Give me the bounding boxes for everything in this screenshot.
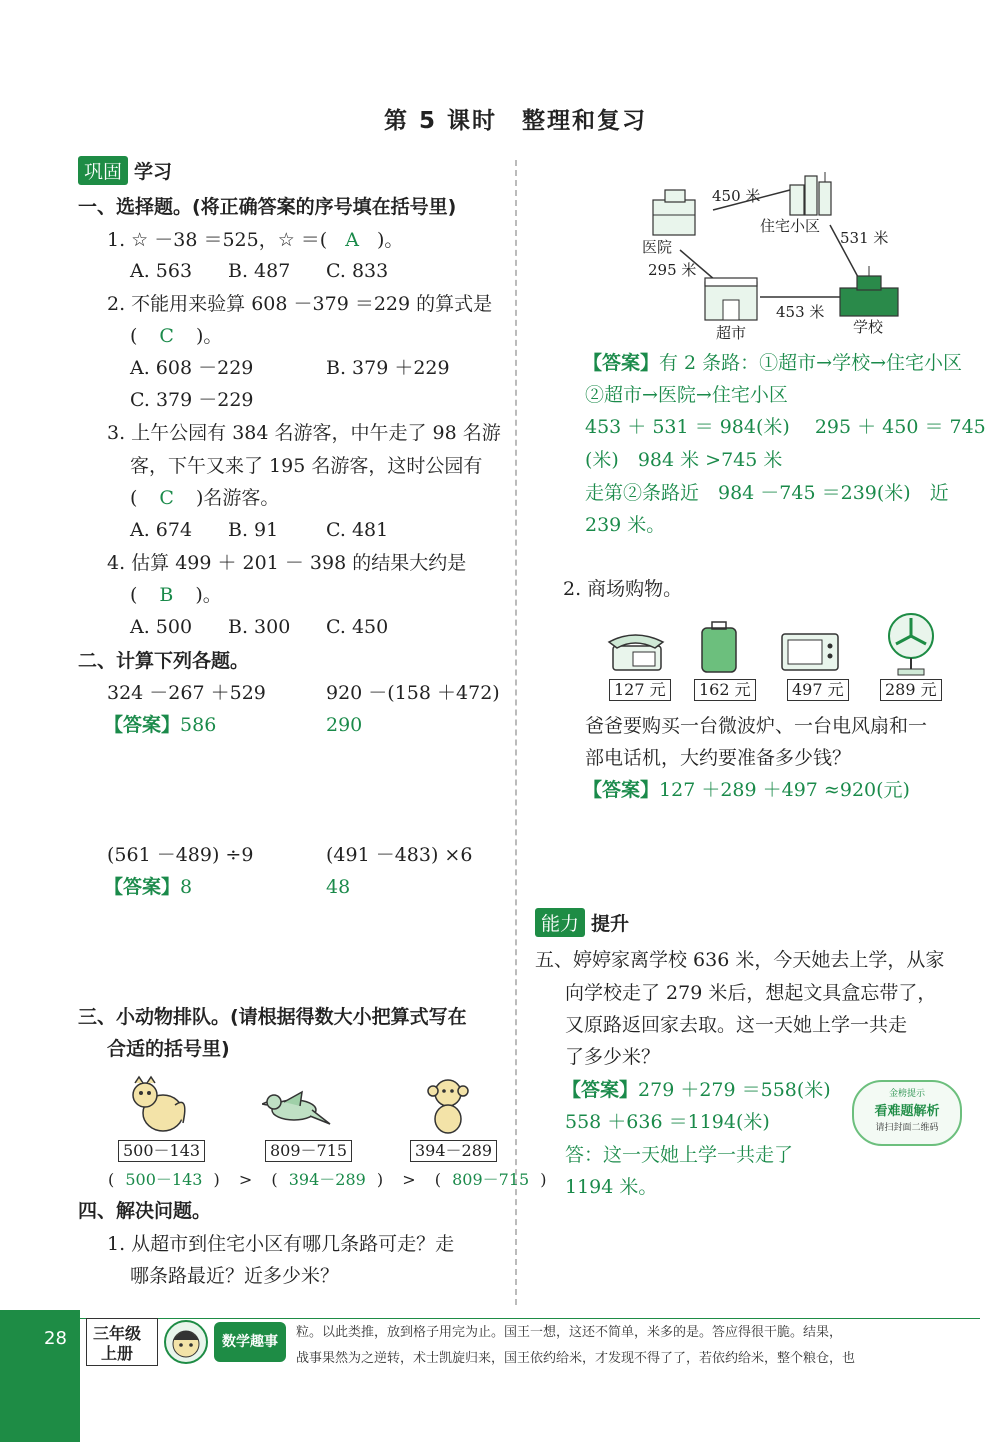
- a5-line3: 答：这一天她上学一共走了: [565, 1144, 794, 1166]
- grade-box: [86, 1318, 158, 1366]
- q2-c: (561 －489) ÷9: [107, 844, 254, 866]
- q1-4-answer: B: [159, 584, 174, 606]
- q3-order-2: 394－289: [288, 1170, 366, 1189]
- q1-1-opt-c: C. 833: [326, 260, 389, 282]
- q4-1-line1: 1. 从超市到住宅小区有哪几条路可走？走: [107, 1233, 455, 1255]
- footer-green-band: [0, 1310, 80, 1442]
- section-badge: 巩固: [78, 156, 128, 185]
- stamp-main: 看难题解析: [874, 1104, 940, 1119]
- a1-line2: ②超市→医院→住宅小区: [585, 384, 788, 406]
- price-fan: 289 元: [880, 679, 942, 701]
- q3-order-1: 500－143: [125, 1170, 203, 1189]
- q5-line2: 向学校走了 279 米后，想起文具盒忘带了，: [565, 982, 937, 1004]
- paren-close: ): [376, 1170, 384, 1189]
- answer-tag: 【答案】: [104, 876, 181, 898]
- q5-line4: 了多少米？: [565, 1046, 661, 1068]
- footer-badge: 数学趣事: [214, 1322, 286, 1362]
- stamp-top: 金榜提示: [888, 1089, 925, 1099]
- q1-3-blank: [130, 486, 279, 510]
- paren-close: ): [540, 1170, 547, 1189]
- price-microwave: 497 元: [787, 679, 849, 701]
- price-telephone: 127 元: [609, 679, 671, 701]
- q1-3-opt-b: B. 91: [228, 519, 279, 541]
- q1-1-opt-a: A. 563: [130, 260, 193, 282]
- q1-2-opt-c: C. 379 －229: [130, 389, 254, 411]
- q2-right-heading: 2. 商场购物。: [563, 578, 683, 600]
- q4-1-line2: 哪条路最近？近多少米？: [130, 1265, 340, 1287]
- kid-avatar-icon: [162, 1318, 210, 1366]
- q1-3-opt-a: A. 674: [130, 519, 193, 541]
- section-sub: 学习: [134, 161, 173, 183]
- a1-line1: [583, 351, 962, 375]
- answer-tag: 【答案】: [104, 714, 181, 736]
- q1-1-text: 1. ☆ －38 ＝525，☆ ＝(: [107, 229, 328, 251]
- fan-icon: [882, 612, 940, 677]
- q1-3-opt-c: C. 481: [326, 519, 389, 541]
- q1-4-opt-b: B. 300: [228, 616, 291, 638]
- residential-icon: [790, 172, 831, 215]
- q3-box-1: 500－143: [118, 1140, 205, 1162]
- q1-4-tail: )。: [195, 584, 222, 606]
- bird-icon: [262, 1088, 332, 1133]
- label-hospital: 医院: [642, 238, 673, 256]
- q1-2-opt-b: B. 379 ＋229: [326, 357, 450, 379]
- q4-heading: 四、解决问题。: [78, 1200, 212, 1222]
- hospital-icon: [653, 190, 695, 235]
- q1-3-tail: )名游客。: [195, 487, 280, 509]
- q2-d: (491 －483) ×6: [326, 844, 473, 866]
- q2-b-answer: 290: [326, 714, 363, 736]
- q5-line1: 五、婷婷家离学校 636 米，今天她去上学，从家: [535, 949, 945, 971]
- section-header-ability: [535, 908, 629, 937]
- page-title: 第 5 课时 整理和复习: [384, 108, 648, 134]
- paren: (: [130, 487, 138, 509]
- grade: 三年级: [93, 1324, 142, 1343]
- q1-1-answer: A: [345, 229, 359, 251]
- a1-line5: 走第②条路近 984 －745 ＝239(米) 近: [585, 482, 949, 504]
- q1-2-blank: [130, 324, 222, 348]
- dist-hospital-supermarket: 295 米: [648, 261, 697, 279]
- dist-hospital-residential: 450 米: [712, 187, 761, 205]
- dist-residential-school: 531 米: [840, 229, 889, 247]
- paren-open: (: [108, 1170, 115, 1189]
- q3-box-2: 809－715: [265, 1140, 352, 1162]
- answer-tag: 【答案】: [583, 352, 660, 374]
- a5-line2: 558 ＋636 ＝1194(米): [565, 1111, 770, 1133]
- section-badge: 能力: [535, 908, 585, 937]
- label-supermarket: 超市: [716, 324, 747, 342]
- q2-c-answer: [104, 875, 192, 899]
- q1-heading: 一、选择题。(将正确答案的序号填在括号里): [78, 196, 457, 218]
- hint-stamp: [852, 1080, 962, 1146]
- q2-heading: 二、计算下列各题。: [78, 650, 250, 672]
- q2-a-answer: [104, 713, 216, 737]
- q1-2: 2. 不能用来验算 608 －379 ＝229 的算式是: [107, 293, 493, 315]
- footer-text-line2: 战事果然为之逆转，术士凯旋归来，国王依约给米，才发现不得了了，若依约给米，整个粮仓，也: [296, 1351, 856, 1366]
- gt-sign: >: [402, 1170, 416, 1189]
- a1-line3: 453 ＋ 531 ＝ 984(米) 295 ＋ 450 ＝ 745: [585, 416, 986, 438]
- answer-tag: 【答案】: [583, 779, 660, 801]
- gt-sign: >: [238, 1170, 253, 1189]
- q1-2-opt-a: A. 608 －229: [130, 357, 254, 379]
- q1-1: [107, 228, 403, 252]
- q3-order-row: [108, 1170, 547, 1190]
- a5-line1: [562, 1078, 831, 1102]
- page-number: 28: [44, 1328, 67, 1349]
- q1-4-line1: 4. 估算 499 ＋ 201 － 398 的结果大约是: [107, 552, 467, 574]
- paren-open: (: [434, 1170, 441, 1189]
- q1-3-answer: C: [159, 487, 174, 509]
- q3-heading-line1: 三、小动物排队。(请根据得数大小把算式写在: [78, 1006, 467, 1028]
- q1-3-line2: 客，下午又来了 195 名游客，这时公园有: [130, 455, 483, 477]
- a5-line1-text: 279 ＋279 ＝558(米): [638, 1079, 831, 1101]
- section-header-consolidate: [78, 156, 172, 185]
- a1-line1-text: 有 2 条路：①超市→学校→住宅小区: [659, 352, 963, 374]
- q1-1-opt-b: B. 487: [228, 260, 291, 282]
- volume: 上册: [101, 1344, 134, 1363]
- monkey-icon: [418, 1075, 478, 1137]
- q3-box-3: 394－289: [410, 1140, 497, 1162]
- telephone-icon: [605, 628, 665, 673]
- a1-line4: (米) 984 米 >745 米: [585, 449, 783, 471]
- q1-4-blank: [130, 583, 222, 607]
- q2-a-answer-value: 586: [180, 714, 217, 736]
- q1-4-opt-a: A. 500: [130, 616, 193, 638]
- paren: (: [130, 584, 138, 606]
- dist-supermarket-school: 453 米: [776, 303, 825, 321]
- suitcase-icon: [698, 620, 740, 675]
- q2-d-answer: 48: [326, 876, 351, 898]
- q1-1-tail: )。: [376, 229, 404, 251]
- footer-text-line1: 粒。以此类推，放到格子用完为止。国王一想，这还不简单，米多的是。答应得很干脆。结果，: [296, 1325, 843, 1340]
- footer-rule: [80, 1318, 980, 1319]
- label-school: 学校: [853, 318, 884, 336]
- q2-right-line1: 爸爸要购买一台微波炉、一台电风扇和一: [585, 715, 928, 737]
- squirrel-icon: [125, 1075, 190, 1137]
- a5-line4: 1194 米。: [565, 1176, 658, 1198]
- q1-2-answer: C: [159, 325, 174, 347]
- price-suitcase: 162 元: [694, 679, 756, 701]
- q3-heading-line2: 合适的括号里): [107, 1038, 230, 1060]
- q2-a: 324 －267 ＋529: [107, 682, 266, 704]
- q1-3-line1: 3. 上午公园有 384 名游客，中午走了 98 名游: [107, 422, 501, 444]
- school-icon: [840, 266, 898, 316]
- answer-tag: 【答案】: [562, 1079, 639, 1101]
- label-residential: 住宅小区: [760, 217, 821, 235]
- column-divider: [515, 160, 517, 1305]
- q2-c-answer-value: 8: [180, 876, 193, 898]
- a2-text: 127 ＋289 ＋497 ≈920(元): [659, 779, 910, 801]
- q1-4-opt-c: C. 450: [326, 616, 389, 638]
- a2: [583, 778, 910, 802]
- section-sub: 提升: [591, 913, 630, 935]
- q3-order-3: 809－715: [452, 1170, 530, 1189]
- paren: (: [130, 325, 138, 347]
- microwave-icon: [780, 630, 842, 675]
- stamp-sub: 请扫封面二维码: [875, 1123, 939, 1133]
- q1-2-tail: )。: [195, 325, 223, 347]
- q2-b: 920 －(158 ＋472): [326, 682, 500, 704]
- a1-line6: 239 米。: [585, 514, 666, 536]
- paren-open: (: [271, 1170, 278, 1189]
- supermarket-icon: [705, 278, 757, 320]
- q5-line3: 又原路返回家去取。这一天她上学一共走: [565, 1014, 908, 1036]
- paren-close: ): [213, 1170, 220, 1189]
- q2-right-line2: 部电话机，大约要准备多少钱？: [585, 747, 852, 769]
